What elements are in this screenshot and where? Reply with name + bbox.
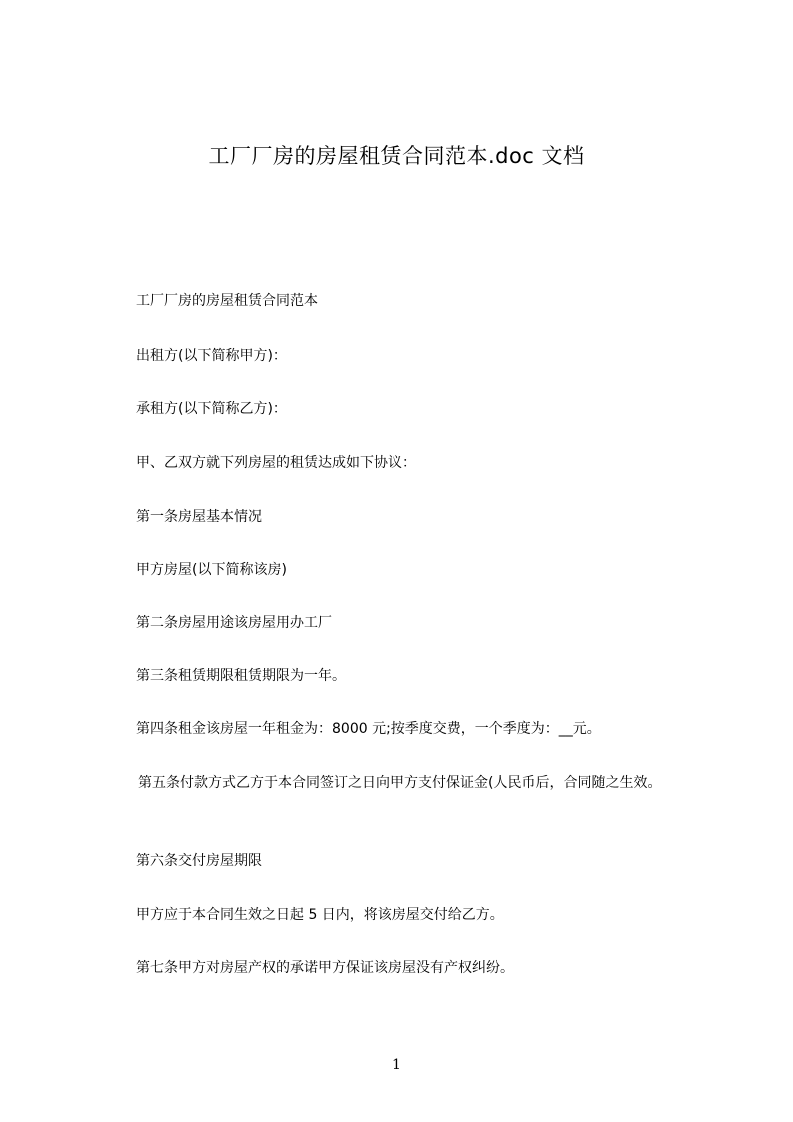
document-title: 工厂厂房的房屋租赁合同范本.doc 文档 <box>208 144 585 168</box>
paragraph-article-1: 第一条房屋基本情况 <box>136 509 262 525</box>
paragraph-article-7: 第七条甲方对房屋产权的承诺甲方保证该房屋没有产权纠纷。 <box>136 960 514 976</box>
page-number: 1 <box>392 1057 401 1073</box>
paragraph-agreement: 甲、乙双方就下列房屋的租赁达成如下协议： <box>136 455 416 471</box>
paragraph-lessor: 出租方(以下简称甲方)： <box>136 348 287 364</box>
paragraph-lessee: 承租方(以下简称乙方)： <box>136 401 287 417</box>
paragraph-article-2: 第二条房屋用途该房屋用办工厂 <box>136 615 332 631</box>
paragraph-article-4: 第四条租金该房屋一年租金为：8000 元;按季度交费，一个季度为：__元。 <box>136 721 601 737</box>
paragraph-delivery: 甲方应于本合同生效之日起 5 日内，将该房屋交付给乙方。 <box>136 907 504 923</box>
paragraph-article-5: 第五条付款方式乙方于本合同签订之日向甲方支付保证金(人民币后，合同随之生效。 <box>138 775 662 791</box>
paragraph-article-6: 第六条交付房屋期限 <box>136 853 262 869</box>
paragraph-article-3: 第三条租赁期限租赁期限为一年。 <box>136 668 346 684</box>
paragraph-premises: 甲方房屋(以下简称该房) <box>136 562 287 578</box>
paragraph-heading: 工厂厂房的房屋租赁合同范本 <box>136 293 318 309</box>
